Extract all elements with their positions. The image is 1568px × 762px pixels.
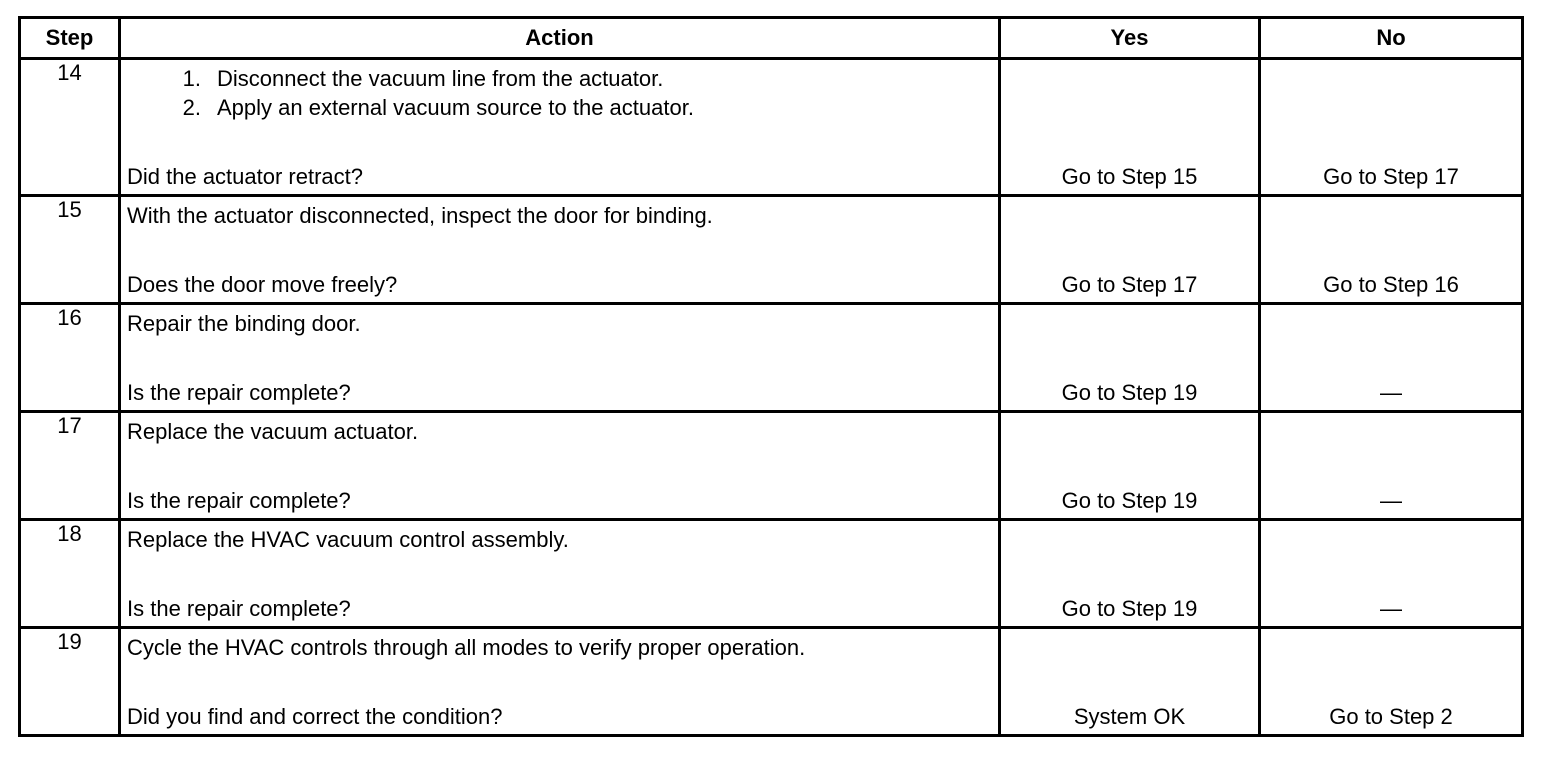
yes-cell — [1000, 304, 1260, 412]
yes-cell — [1000, 196, 1260, 304]
table-row — [20, 59, 1523, 196]
diagnostic-table — [18, 16, 1524, 737]
yes-result: Go to Step 19 — [1061, 380, 1198, 405]
action-instruction: Repair the binding door. — [127, 311, 361, 336]
no-cell — [1260, 59, 1523, 196]
action-cell — [120, 628, 1000, 736]
action-cell — [120, 59, 1000, 196]
action-instruction: Cycle the HVAC controls through all modes to verify proper operation. — [127, 635, 806, 660]
no-cell — [1260, 628, 1523, 736]
step-number: 15 — [20, 196, 120, 304]
yes-cell — [1000, 412, 1260, 520]
step-number: 14 — [20, 59, 120, 196]
no-result: Go to Step 2 — [1329, 704, 1453, 729]
header-step: Step — [20, 18, 120, 59]
yes-result: Go to Step 19 — [1061, 488, 1198, 513]
no-cell — [1260, 520, 1523, 628]
header-row — [20, 18, 1523, 59]
no-cell — [1260, 412, 1523, 520]
no-result: Go to Step 16 — [1323, 272, 1459, 297]
action-cell — [120, 196, 1000, 304]
action-instruction: Replace the HVAC vacuum control assembly. — [127, 527, 569, 552]
no-result: Go to Step 17 — [1323, 164, 1459, 189]
yes-cell — [1000, 628, 1260, 736]
list-item-number: 1. — [182, 66, 201, 91]
list-item-text: Disconnect the vacuum line from the actuator. — [217, 66, 664, 91]
yes-result: Go to Step 19 — [1061, 596, 1198, 621]
no-result: — — [1380, 596, 1402, 621]
action-cell — [120, 304, 1000, 412]
header-yes: Yes — [1000, 18, 1260, 59]
table-row — [20, 196, 1523, 304]
action-step-list — [127, 64, 694, 122]
no-result: — — [1380, 488, 1402, 513]
header-no: No — [1260, 18, 1523, 59]
action-instruction: With the actuator disconnected, inspect the door for binding. — [127, 203, 713, 228]
no-result: — — [1380, 380, 1402, 405]
yes-result: Go to Step 17 — [1061, 272, 1198, 297]
action-cell — [120, 520, 1000, 628]
step-number: 18 — [20, 520, 120, 628]
step-number: 16 — [20, 304, 120, 412]
yes-result: System OK — [1073, 704, 1186, 729]
list-item-number: 2. — [182, 95, 201, 120]
list-item — [127, 64, 694, 93]
yes-result: Go to Step 15 — [1061, 164, 1198, 189]
action-question: Is the repair complete? — [127, 380, 351, 405]
table-row — [20, 628, 1523, 736]
list-item — [127, 93, 694, 122]
yes-cell — [1000, 520, 1260, 628]
yes-cell — [1000, 59, 1260, 196]
no-cell — [1260, 196, 1523, 304]
action-question: Did the actuator retract? — [127, 164, 364, 189]
action-instruction: Replace the vacuum actuator. — [127, 419, 419, 444]
action-question: Does the door move freely? — [127, 272, 398, 297]
action-question: Did you find and correct the condition? — [127, 704, 503, 729]
action-question: Is the repair complete? — [127, 596, 351, 621]
action-cell — [120, 412, 1000, 520]
step-number: 17 — [20, 412, 120, 520]
table-row — [20, 520, 1523, 628]
no-cell — [1260, 304, 1523, 412]
table-row — [20, 412, 1523, 520]
table-row — [20, 304, 1523, 412]
action-question: Is the repair complete? — [127, 488, 351, 513]
header-action: Action — [120, 18, 1000, 59]
list-item-text: Apply an external vacuum source to the actuator. — [217, 95, 694, 120]
step-number: 19 — [20, 628, 120, 736]
